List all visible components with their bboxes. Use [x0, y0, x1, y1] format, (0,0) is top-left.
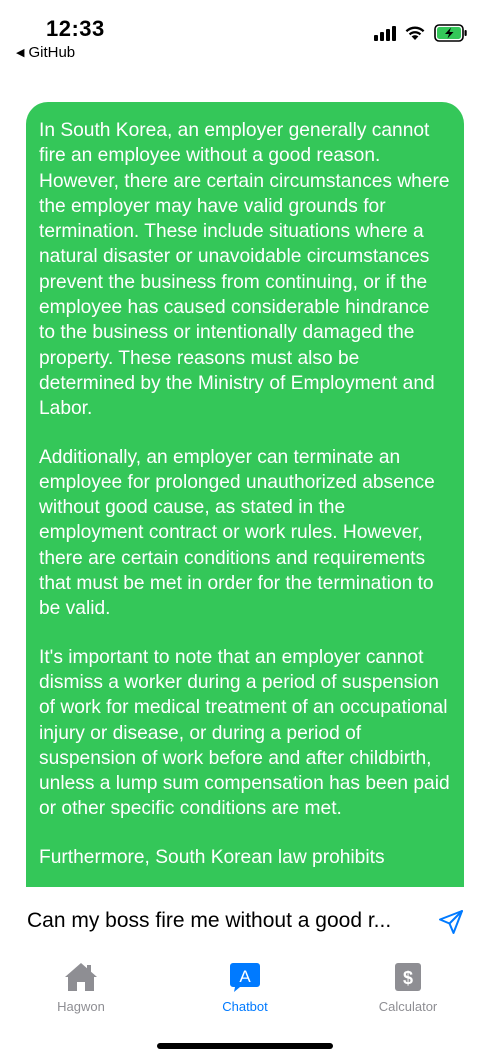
message-input[interactable]: Can my boss fire me without a good r... [27, 909, 392, 932]
battery-charging-icon [434, 24, 468, 42]
home-indicator[interactable] [157, 1043, 333, 1049]
house-icon [63, 961, 99, 993]
send-icon[interactable] [438, 909, 464, 935]
message-input-row [0, 887, 490, 957]
status-icons [374, 24, 468, 42]
tab-label: Calculator [378, 999, 438, 1014]
message-paragraph: Furthermore, South Korean law prohibits [39, 846, 385, 868]
back-arrow-icon: ◀ [16, 47, 25, 59]
back-link-label: GitHub [28, 44, 76, 61]
message-paragraph: It's important to note that an employer cannot dismiss a worker during a period of suspension of work for medical treatment of an occupational injury or disease, or during a period of suspension of work before and after childbirth, unless a lump sum compensation has been paid or other specific conditions are met. [39, 646, 450, 820]
status-time: 12:33 [46, 16, 105, 41]
tab-label: Chatbot [222, 999, 268, 1014]
tab-hagwon[interactable] [21, 961, 141, 1014]
chat-scroll-area[interactable] [0, 100, 490, 887]
tab-label: Hagwon [57, 999, 105, 1014]
cellular-signal-icon [374, 25, 396, 41]
tab-calculator[interactable] [348, 961, 468, 1014]
svg-text:A: A [239, 967, 251, 986]
status-bar [0, 0, 490, 70]
svg-text:$: $ [402, 968, 414, 988]
dollar-icon [393, 961, 423, 993]
wifi-icon [404, 25, 426, 41]
tab-bar [0, 957, 490, 1061]
message-paragraph: Additionally, an employer can terminate an employee for prolonged unauthorized absence without good cause, as stated in the employment contract or work rules. However, there are certain conditions and requirements that must be met in order for the termination to be valid. [39, 446, 435, 620]
bot-message-bubble [26, 102, 464, 887]
message-paragraph: In South Korea, an employer generally cannot fire an employee without a good reason. However, there are certain circumstances where the employer may have valid grounds for termination. These include situations where a natural disaster or unavoidable circumstances prevent the business from continuing, or if the employee has caused considerable hindrance to the business or intentionally damaged the property. These reasons must also be determined by the Ministry of Employment and Labor. [39, 120, 450, 420]
tab-chatbot[interactable] [185, 961, 305, 1014]
back-to-app-link[interactable] [16, 44, 75, 61]
chat-a-icon [228, 961, 262, 993]
